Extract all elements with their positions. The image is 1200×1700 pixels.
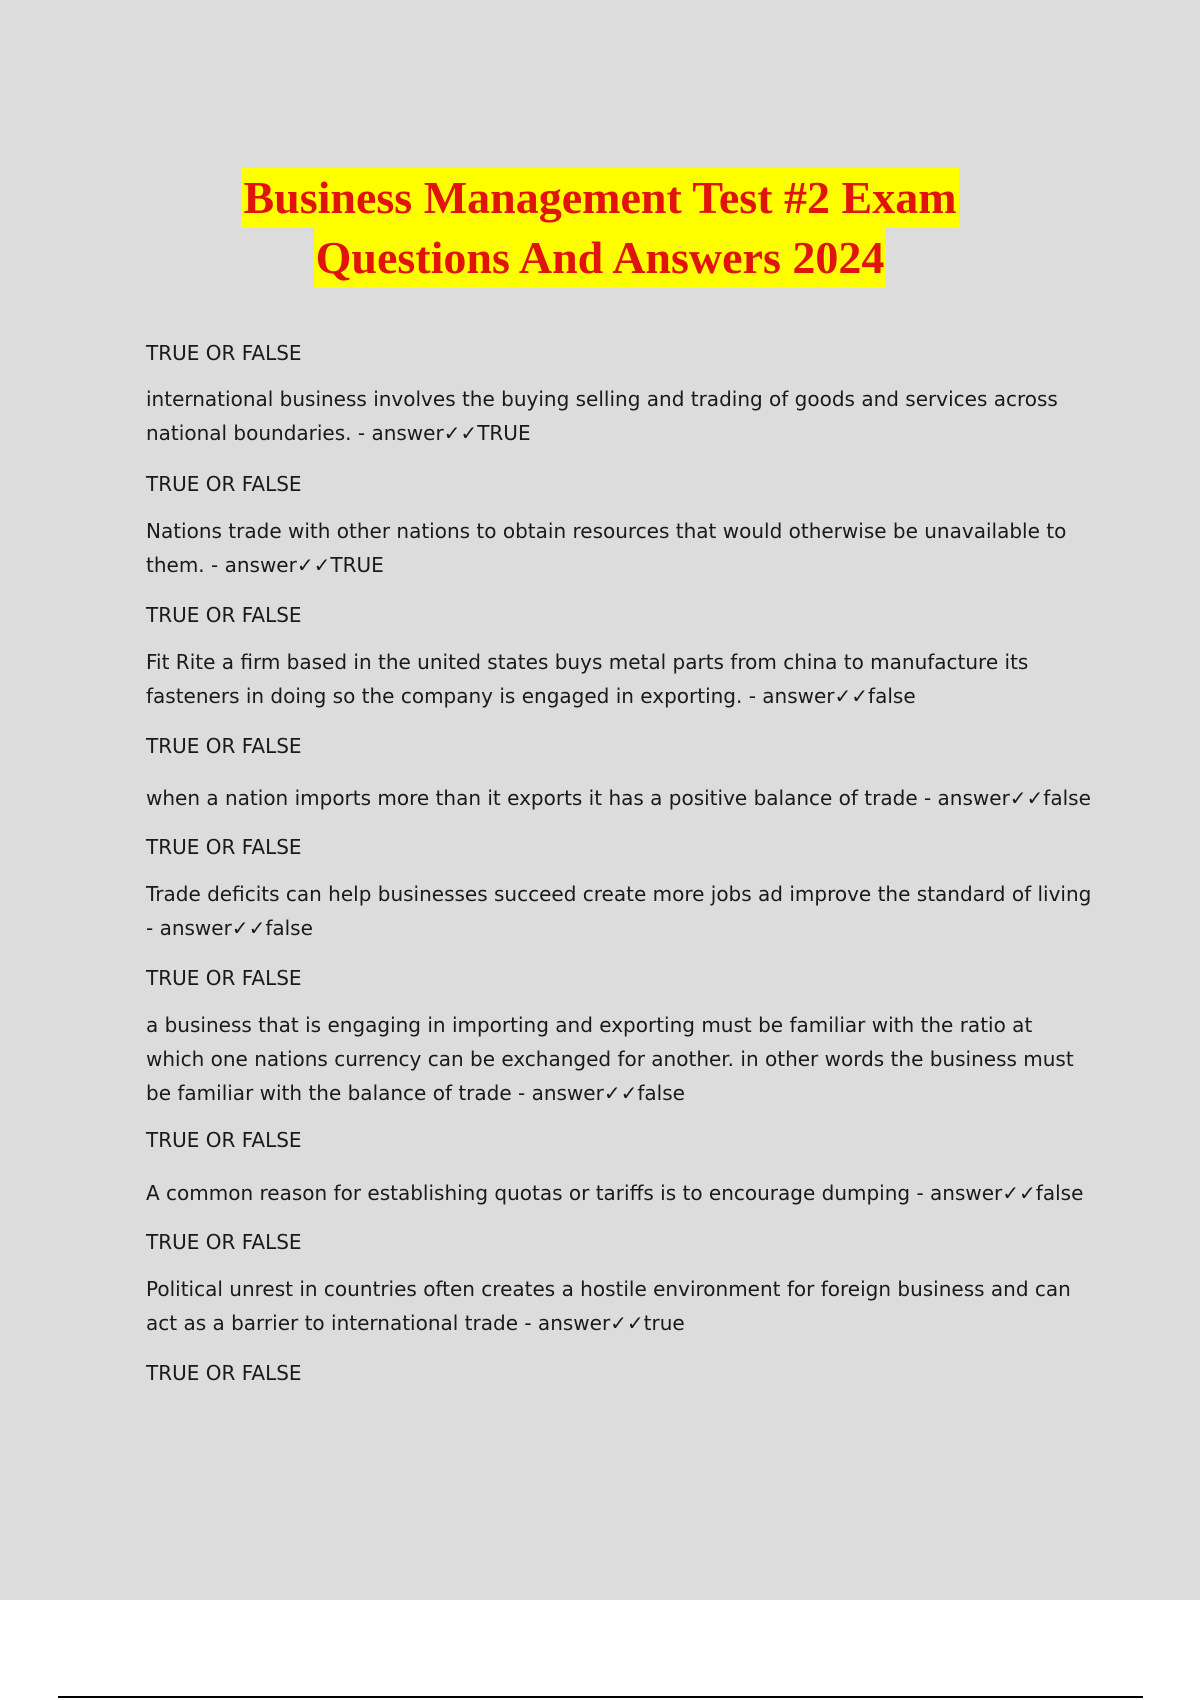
- question-text: A common reason for establishing quotas or tariffs is to encourage dumping - answer✓✓false: [146, 1181, 1084, 1205]
- question-text: Nations trade with other nations to obtain resources that would otherwise be unavailable to them. - answer✓✓TRUE: [146, 519, 1067, 577]
- question-prompt: TRUE OR FALSE: [146, 1128, 302, 1152]
- question-text: Fit Rite a firm based in the united states buys metal parts from china to manufacture its fasteners in doing so the company is engaged in exporting. - answer✓✓false: [146, 650, 1029, 708]
- question-prompt: TRUE OR FALSE: [146, 1230, 302, 1254]
- document-title: [0, 168, 1200, 288]
- question-text: international business involves the buying selling and trading of goods and services across national boundaries. - answer✓✓TRUE: [146, 387, 1058, 445]
- title-line-1: Business Management Test #2 Exam: [241, 168, 958, 228]
- question-prompt: TRUE OR FALSE: [146, 966, 302, 990]
- question-text: when a nation imports more than it exports it has a positive balance of trade - answer✓✓false: [146, 786, 1091, 810]
- footer-divider: [58, 1696, 1143, 1698]
- question-prompt: TRUE OR FALSE: [146, 835, 302, 859]
- question-prompt: TRUE OR FALSE: [146, 1361, 302, 1385]
- question-text: a business that is engaging in importing and exporting must be familiar with the ratio at which one nations currency can be exchanged for another. in other words the business must be familiar with the balance of trade - answer✓✓false: [146, 1013, 1074, 1105]
- question-prompt: TRUE OR FALSE: [146, 472, 302, 496]
- question-prompt: TRUE OR FALSE: [146, 603, 302, 627]
- question-prompt: TRUE OR FALSE: [146, 341, 302, 365]
- title-line-2: Questions And Answers 2024: [314, 228, 887, 288]
- question-text: Political unrest in countries often creates a hostile environment for foreign business and can act as a barrier to international trade - answer✓✓true: [146, 1277, 1071, 1335]
- question-text: Trade deficits can help businesses succeed create more jobs ad improve the standard of living - answer✓✓false: [146, 882, 1092, 940]
- question-prompt: TRUE OR FALSE: [146, 734, 302, 758]
